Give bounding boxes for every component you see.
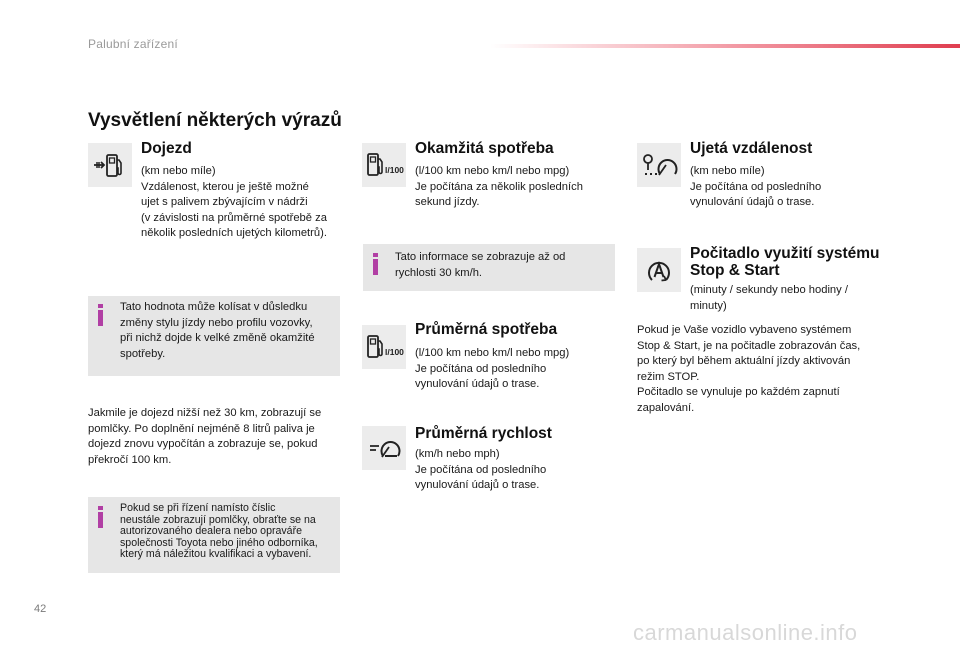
- paragraph-line: po který byl během aktuální jízdy aktivován: [637, 355, 851, 368]
- paragraph-line: Jakmile je dojezd nižší než 30 km, zobrazují se: [88, 407, 322, 419]
- range-line: ujet s palivem zbývajícím v nádrži: [141, 196, 308, 209]
- paragraph-line: pomlčky. Po doplnění nejméně 8 litrů paliva je: [88, 422, 315, 435]
- paragraph-line: Pokud je Vaše vozidlo vybaveno systémem: [637, 324, 852, 336]
- range-line: Vzdálenost, kterou je ještě možné: [141, 180, 309, 193]
- average-speed-description: [415, 447, 615, 494]
- instant-consumption-heading: Okamžitá spotřeba: [415, 140, 554, 157]
- info-icon: [373, 253, 378, 257]
- info-note-text: [120, 503, 338, 561]
- speedometer-arrow-icon: [362, 426, 406, 470]
- icon-label: l/100: [385, 347, 404, 357]
- paragraph-line: zapalování.: [637, 401, 695, 414]
- average-consumption-heading: Průměrná spotřeba: [415, 321, 558, 338]
- range-heading: Dojezd: [141, 140, 192, 157]
- fuel-pump-arrow-icon: [88, 143, 132, 187]
- info-note-range: [88, 296, 340, 376]
- page-title: Vysvětlení některých výrazů: [88, 110, 342, 131]
- description-line: sekund jízdy.: [415, 196, 480, 209]
- paragraph-line: Počitadlo se vynuluje po každém zapnutí: [637, 386, 840, 399]
- stop-start-heading: [690, 245, 880, 279]
- note-line: Tato hodnota může kolísat v důsledku: [120, 301, 308, 313]
- page-number: 42: [34, 603, 47, 615]
- range-line: několik posledních ujetých kilometrů).: [141, 227, 327, 240]
- description-line: (minuty / sekundy nebo hodiny /: [690, 284, 848, 296]
- range-line: (km nebo míle): [141, 165, 216, 177]
- icon-label: l/100: [385, 165, 404, 175]
- distance-heading: Ujetá vzdálenost: [690, 140, 813, 157]
- description-line: vynulování údajů o trase.: [415, 479, 540, 492]
- info-note-instant: [363, 244, 615, 291]
- description-line: Je počítána od posledního: [415, 463, 547, 476]
- info-icon: [98, 506, 103, 510]
- running-header: Palubní zařízení: [88, 37, 178, 51]
- description-line: minuty): [690, 299, 727, 312]
- info-note-dashes: [88, 497, 340, 573]
- paragraph-line: překročí 100 km.: [88, 453, 172, 466]
- description-line: Je počítána od posledního: [415, 362, 547, 375]
- info-icon-stem: [98, 512, 103, 528]
- note-line: společnosti Toyota nebo jiného odborníka,: [120, 536, 318, 549]
- header-accent-line: [490, 44, 960, 48]
- distance-travelled-icon: [637, 143, 681, 187]
- description-line: (l/100 km nebo km/l nebo mpg): [415, 165, 570, 177]
- note-line: při nichž dojde k velké změně okamžité: [120, 332, 315, 345]
- stop-start-icon: [637, 248, 681, 292]
- heading-line: Počitadlo využití systému: [690, 245, 880, 262]
- note-line: rychlosti 30 km/h.: [395, 266, 483, 279]
- stop-start-units: [690, 283, 890, 314]
- fuel-consumption-icon: [362, 325, 406, 369]
- range-line: (v závislosti na průměrné spotřebě za: [141, 211, 327, 224]
- paragraph-line: dojezd znovu vypočítán a zobrazuje se, pokud: [88, 438, 318, 451]
- average-speed-heading: Průměrná rychlost: [415, 425, 552, 442]
- info-icon: [98, 304, 103, 308]
- info-note-text: [120, 300, 338, 362]
- note-line: neustále zobrazují pomlčky, obraťte se na: [120, 513, 316, 526]
- description-line: (km nebo míle): [690, 165, 765, 177]
- instant-consumption-description: [415, 164, 615, 211]
- paragraph-line: Stop & Start, je na počitadle zobrazován čas,: [637, 339, 861, 352]
- description-line: (km/h nebo mph): [415, 448, 500, 460]
- average-consumption-description: [415, 346, 615, 393]
- paragraph-line: režim STOP.: [637, 370, 700, 383]
- watermark: carmanualsonline.info: [633, 620, 858, 645]
- note-line: změny stylu jízdy nebo profilu vozovky,: [120, 316, 313, 329]
- description-line: vynulování údajů o trase.: [415, 378, 540, 391]
- range-low-fuel-paragraph: [88, 406, 348, 468]
- description-line: Je počítána za několik posledních: [415, 180, 583, 193]
- info-icon-stem: [98, 310, 103, 326]
- info-note-text: [395, 250, 609, 281]
- note-line: který má náležitou kvalifikaci a vybavení.: [120, 548, 312, 561]
- info-icon-stem: [373, 259, 378, 275]
- distance-description: [690, 164, 890, 211]
- note-line: autorizovaného dealera nebo opraváře: [120, 525, 302, 538]
- fuel-consumption-icon: [362, 143, 406, 187]
- note-line: Tato informace se zobrazuje až od: [395, 251, 566, 263]
- note-line: Pokud se při řízení namísto číslic: [120, 502, 276, 514]
- description-line: Je počítána od posledního: [690, 180, 822, 193]
- range-description: [141, 164, 351, 242]
- note-line: spotřeby.: [120, 347, 166, 360]
- stop-start-paragraph: [637, 323, 887, 417]
- description-line: vynulování údajů o trase.: [690, 196, 815, 209]
- description-line: (l/100 km nebo km/l nebo mpg): [415, 347, 570, 359]
- heading-line: Stop & Start: [690, 262, 780, 279]
